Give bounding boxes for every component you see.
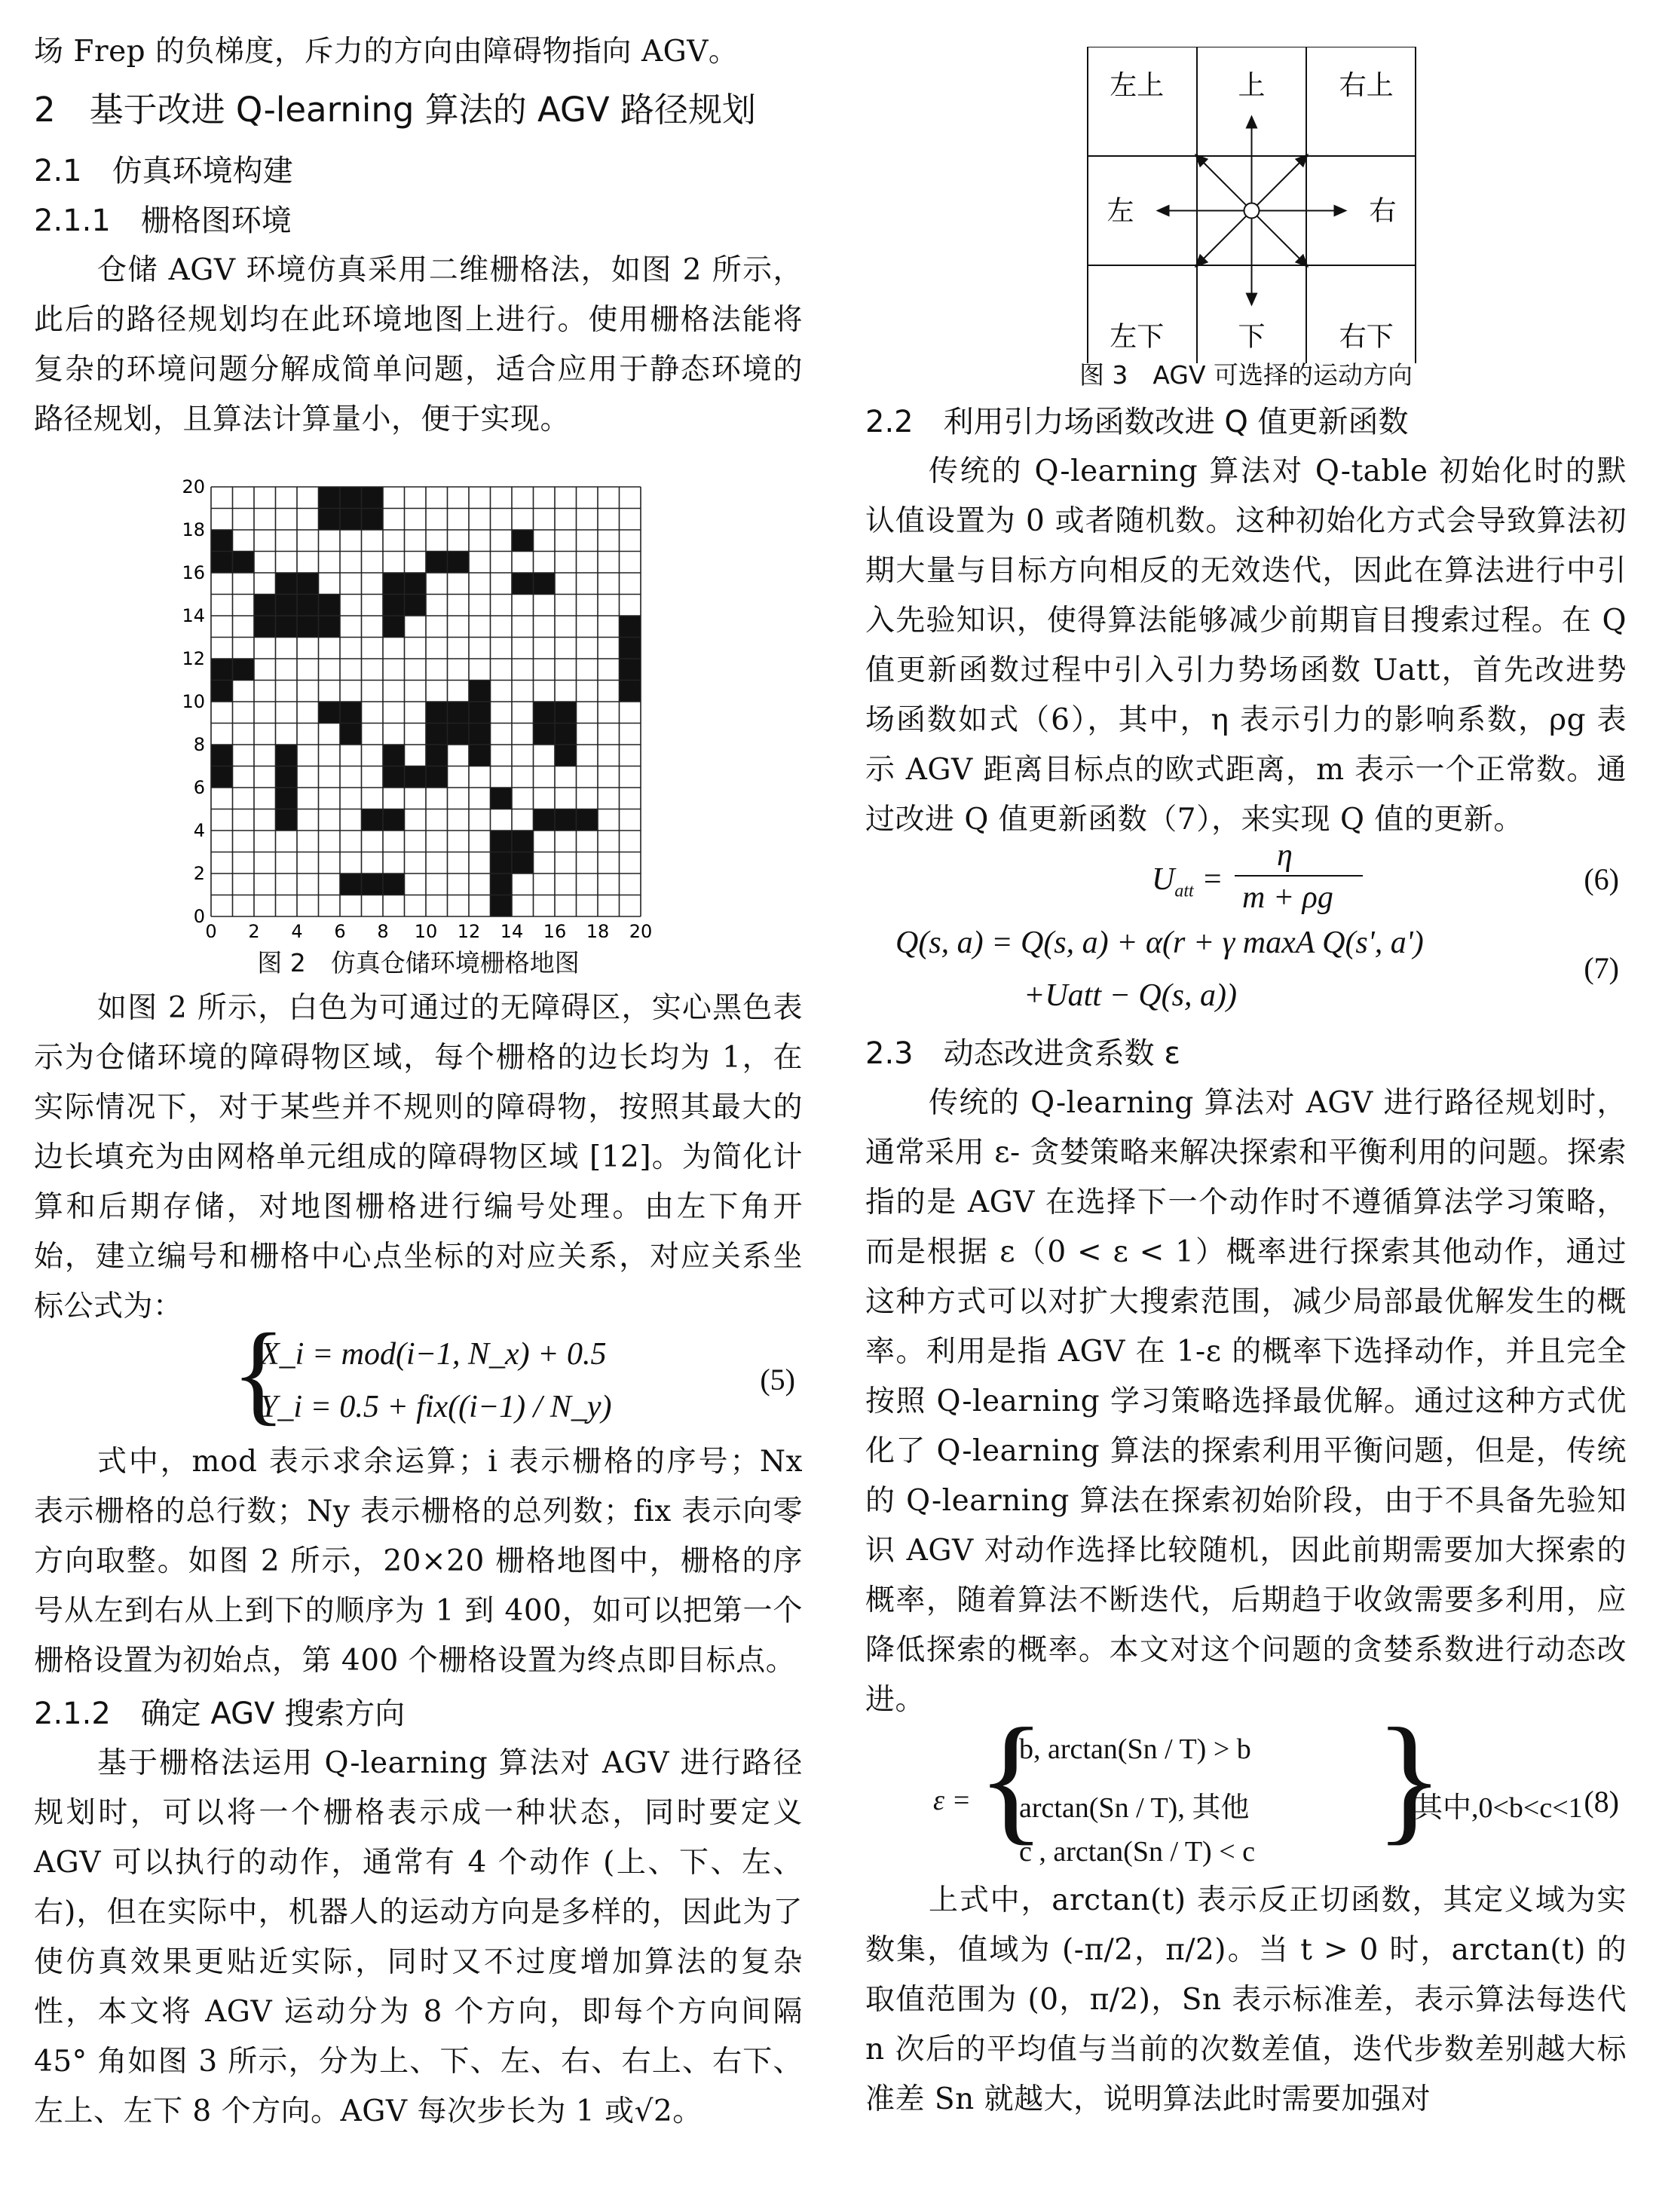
obstacle-cell	[211, 659, 233, 681]
obstacle-cell	[340, 509, 362, 531]
direction-arrow	[1195, 155, 1246, 205]
y-tick-label: 16	[182, 562, 205, 583]
obstacle-cell	[362, 873, 384, 895]
obstacle-cell	[233, 659, 255, 681]
direction-label: 右下	[1339, 321, 1394, 353]
obstacle-cell	[254, 616, 276, 638]
obstacle-cell	[405, 766, 427, 788]
obstacle-cell	[512, 831, 534, 852]
obstacle-cell	[555, 724, 577, 745]
x-tick-label: 14	[500, 921, 524, 938]
obstacle-cell	[383, 873, 405, 895]
equation-7-number: (7)	[1584, 951, 1619, 985]
x-tick-label: 4	[291, 921, 303, 938]
obstacle-cell	[383, 595, 405, 616]
equation-5-line-1: X_i = mod(i−1, N_x) + 0.5	[260, 1337, 607, 1372]
obstacle-cell	[319, 702, 341, 724]
obstacle-cell	[448, 552, 470, 574]
x-tick-label: 10	[414, 921, 438, 938]
left-column	[34, 0, 803, 2137]
obstacle-cell	[211, 745, 233, 766]
fraction-bar	[1235, 875, 1363, 877]
obstacle-cell	[340, 724, 362, 745]
obstacle-cell	[276, 595, 298, 616]
obstacle-cell	[383, 809, 405, 831]
left-brace: {	[231, 1311, 286, 1436]
obstacle-cell	[276, 616, 298, 638]
obstacle-cell	[469, 702, 491, 724]
agv-position-marker	[1244, 203, 1260, 219]
equation-5-line-2: Y_i = 0.5 + fix((i−1) / N_y)	[260, 1390, 612, 1424]
equation-8-number: (8)	[1584, 1785, 1619, 1819]
y-tick-label: 10	[182, 691, 205, 712]
obstacle-cell	[491, 852, 513, 874]
direction-arrow	[1257, 216, 1308, 267]
obstacle-cell	[555, 745, 577, 766]
obstacle-cell	[426, 745, 448, 766]
obstacle-cell	[297, 616, 319, 638]
direction-figure	[865, 47, 1627, 363]
obstacle-cell	[512, 852, 534, 874]
equation-5-number: (5)	[760, 1363, 795, 1397]
x-tick-label: 8	[377, 921, 389, 938]
equation-8-right-brace: }	[1375, 1700, 1444, 1858]
obstacle-cell	[620, 616, 641, 638]
direction-label: 右	[1369, 195, 1397, 227]
obstacle-cell	[620, 638, 641, 659]
obstacle-cell	[620, 659, 641, 681]
equation-8-lhs: ε =	[933, 1785, 972, 1816]
obstacle-cell	[534, 724, 556, 745]
right-column	[865, 0, 1627, 2125]
obstacle-cell	[469, 745, 491, 766]
y-tick-label: 20	[182, 476, 205, 497]
obstacle-cell	[319, 487, 341, 509]
equation-6	[865, 838, 1627, 920]
x-tick-label: 20	[629, 921, 653, 938]
x-tick-label: 18	[586, 921, 610, 938]
obstacle-cell	[383, 766, 405, 788]
equation-6-numerator: η	[1277, 838, 1293, 873]
equation-7	[865, 920, 1627, 1026]
y-tick-label: 14	[182, 605, 205, 626]
obstacle-cell	[426, 724, 448, 745]
obstacle-cell	[534, 702, 556, 724]
paragraph-arctan: 上式中，arctan(t) 表示反正切函数，其定义域为实数集，值域为 (-π/2，π/2)。当 t > 0 时，arctan(t) 的取值范围为 (0，π/2)，Sn 表示标准差，表示算法每迭代 n 次后的平均值与当前的次数差值，迭代步数差别越大标准差 Sn 就越大，说明算法此时需要加强对	[865, 1883, 1627, 2116]
obstacle-cell	[426, 552, 448, 574]
obstacle-cell	[491, 788, 513, 809]
equation-7-line-2: +Uatt − Q(s, a))	[1024, 978, 1237, 1013]
section-heading-2: 2 基于改进 Q-learning 算法的 AGV 路径规划	[34, 90, 756, 130]
obstacle-cell	[297, 573, 319, 595]
equation-7-line-1: Q(s, a) = Q(s, a) + α(r + γ maxA Q(s', a')	[895, 925, 1424, 960]
equation-8-left-brace: {	[977, 1700, 1046, 1858]
obstacle-cell	[276, 788, 298, 809]
equation-6-number: (6)	[1584, 862, 1619, 896]
direction-label: 下	[1238, 321, 1266, 353]
y-tick-label: 12	[182, 648, 205, 669]
obstacle-cell	[297, 595, 319, 616]
equation-5	[34, 1311, 803, 1437]
obstacle-cell	[233, 552, 255, 574]
paragraph-continuation: 场 Frep 的负梯度，斥力的方向由障碍物指向 AGV。	[34, 35, 739, 69]
obstacle-cell	[362, 487, 384, 509]
y-tick-label: 0	[193, 906, 205, 927]
obstacle-cell	[383, 616, 405, 638]
obstacle-cell	[534, 573, 556, 595]
obstacle-cell	[383, 745, 405, 766]
x-tick-label: 2	[248, 921, 260, 938]
obstacle-cell	[362, 809, 384, 831]
obstacle-cell	[620, 681, 641, 702]
obstacle-cell	[211, 552, 233, 574]
paragraph-formula-explanation: 式中，mod 表示求余运算；i 表示栅格的序号；Nx 表示栅格的总行数；Ny 表示栅格的总列数；fix 表示向零方向取整。如图 2 所示，20×20 栅格地图中，栅格的序号从左到右从上到下的顺序为 1 到 400，如可以把第一个栅格设置为初始点，第 400 个栅格设置为终点即目标点。	[34, 1445, 803, 1678]
direction-arrow	[1195, 216, 1246, 267]
subsection-heading-2-3: 2.3 动态改进贪系数 ε	[865, 1036, 1180, 1071]
direction-label: 左上	[1110, 69, 1165, 101]
x-tick-label: 0	[205, 921, 217, 938]
obstacle-cell	[383, 573, 405, 595]
obstacle-cell	[319, 509, 341, 531]
paragraph-epsilon-greedy: 传统的 Q-learning 算法对 AGV 进行路径规划时，通常采用 ε- 贪婪策略来解决探索和平衡利用的问题。探索指的是 AGV 在选择下一个动作时不遵循算法学习策略，而是根据 ε（0 < ε < 1）概率进行探索其他动作，通过这种方式可以对扩大搜索范围，减少局部最优解发生的概率。利用是指 AGV 在 1-ε 的概率下选择动作，并且完全按照 Q-learning 学习策略选择最优解。通过这种方式优化了 Q-learning 算法的探索利用平衡问题，但是，传统的 Q-learning 算法在探索初始阶段，由于不具备先验知识 AGV 对动作选择比较随机，因此前期需要加大探索的概率，随着算法不断迭代，后期趋于收敛需要多利用，应降低探索的概率。本文对这个问题的贪婪系数进行动态改进。	[865, 1086, 1627, 1717]
equation-6-denominator: m + ρg	[1242, 880, 1333, 915]
x-tick-label: 12	[457, 921, 481, 938]
y-tick-label: 6	[193, 777, 205, 798]
paragraph-grid-description: 如图 2 所示，白色为可通过的无障碍区，实心黑色表示为仓储环境的障碍物区域，每个栅格的边长均为 1，在实际情况下，对于某些并不规则的障碍物，按照其最大的边长填充为由网格单元组成的障碍物区域 [12]。为简化计算和后期存储，对地图栅格进行编号处理。由左下角开始，建立编号和栅格中心点坐标的对应关系，对应关系坐标公式为：	[34, 991, 803, 1323]
subsection-heading-2-1-2: 2.1.2 确定 AGV 搜索方向	[34, 1696, 406, 1731]
figure-2-caption: 图 2 仿真仓储环境栅格地图	[257, 948, 580, 978]
obstacle-cell	[426, 766, 448, 788]
obstacle-cell	[491, 895, 513, 917]
equation-8	[865, 1700, 1627, 1876]
grid-map-figure	[34, 455, 803, 938]
obstacle-cell	[405, 573, 427, 595]
paragraph-q-update: 传统的 Q-learning 算法对 Q-table 初始化时的默认值设置为 0 或者随机数。这种初始化方式会导致算法初期大量与目标方向相反的无效迭代，因此在算法进行中引入先验知识，使得算法能够减少前期盲目搜索过程。在 Q 值更新函数过程中引入引力势场函数 Uatt，首先改进势场函数如式（6），其中，η 表示引力的影响系数，ρg 表示 AGV 距离目标点的欧式距离，m 表示一个正常数。通过改进 Q 值更新函数（7），来实现 Q 值的更新。	[865, 454, 1627, 837]
obstacle-cell	[276, 573, 298, 595]
obstacle-cell	[319, 595, 341, 616]
obstacle-cell	[448, 724, 470, 745]
obstacle-cell	[534, 809, 556, 831]
paragraph-grid-method: 仓储 AGV 环境仿真采用二维栅格法，如图 2 所示，此后的路径规划均在此环境地图上进行。使用栅格法能将复杂的环境问题分解成简单问题，适合应用于静态环境的路径规划，且算法计算量小，便于实现。	[34, 253, 803, 436]
obstacle-cell	[469, 681, 491, 702]
x-tick-label: 6	[334, 921, 346, 938]
y-tick-label: 18	[182, 519, 205, 540]
equation-6-lhs: $U_{att}$ =	[1152, 862, 1223, 901]
obstacle-cell	[254, 595, 276, 616]
obstacle-cell	[319, 616, 341, 638]
obstacle-cell	[405, 595, 427, 616]
obstacle-cell	[340, 702, 362, 724]
obstacle-cell	[555, 809, 577, 831]
equation-8-condition: 其中,0<b<c<1	[1414, 1792, 1583, 1824]
direction-arrow	[1257, 155, 1308, 205]
obstacle-cell	[577, 809, 598, 831]
obstacle-cell	[276, 766, 298, 788]
direction-label: 上	[1238, 69, 1266, 101]
equation-8-case-2: arctan(Sn / T), 其他	[1019, 1792, 1250, 1824]
figure-3	[865, 47, 1627, 391]
figure-3-caption: 图 3 AGV 可选择的运动方向	[1079, 360, 1413, 390]
y-tick-label: 4	[193, 820, 205, 841]
obstacle-cell	[276, 809, 298, 831]
obstacle-cell	[211, 766, 233, 788]
obstacle-cell	[491, 831, 513, 852]
equation-8-case-3: c , arctan(Sn / T) < c	[1019, 1836, 1255, 1868]
y-tick-label: 2	[193, 863, 205, 884]
obstacle-cell	[340, 487, 362, 509]
direction-label: 左	[1107, 195, 1134, 227]
equation-8-case-1: b, arctan(Sn / T) > b	[1019, 1733, 1251, 1765]
obstacle-cell	[426, 702, 448, 724]
subsection-heading-2-1: 2.1 仿真环境构建	[34, 154, 293, 188]
obstacle-cell	[448, 702, 470, 724]
direction-label: 左下	[1110, 321, 1165, 353]
y-tick-label: 8	[193, 734, 205, 755]
x-tick-label: 16	[543, 921, 567, 938]
obstacle-cell	[469, 724, 491, 745]
obstacle-cell	[211, 681, 233, 702]
paragraph-search-direction: 基于栅格法运用 Q-learning 算法对 AGV 进行路径规划时，可以将一个栅格表示成一种状态，同时要定义 AGV 可以执行的动作，通常有 4 个动作 (上、下、左、右)，但在实际中，机器人的运动方向是多样的，因此为了使仿真效果更贴近实际，同时又不过度增加算法的复杂性，本文将 AGV 运动分为 8 个方向，即每个方向间隔 45° 角如图 3 所示，分为上、下、左、右、右上、右下、左上、左下 8 个方向。AGV 每次步长为 1 或√2。	[34, 1746, 803, 2128]
figure-2	[34, 455, 803, 979]
obstacle-cell	[555, 702, 577, 724]
obstacle-cell	[211, 530, 233, 552]
obstacle-cell	[512, 573, 534, 595]
direction-label: 右上	[1339, 69, 1394, 101]
obstacle-cell	[362, 509, 384, 531]
obstacle-cell	[276, 745, 298, 766]
subsection-heading-2-2: 2.2 利用引力场函数改进 Q 值更新函数	[865, 405, 1409, 439]
subsection-heading-2-1-1: 2.1.1 栅格图环境	[34, 203, 292, 238]
obstacle-cell	[491, 873, 513, 895]
obstacle-cell	[512, 530, 534, 552]
obstacle-cell	[340, 873, 362, 895]
